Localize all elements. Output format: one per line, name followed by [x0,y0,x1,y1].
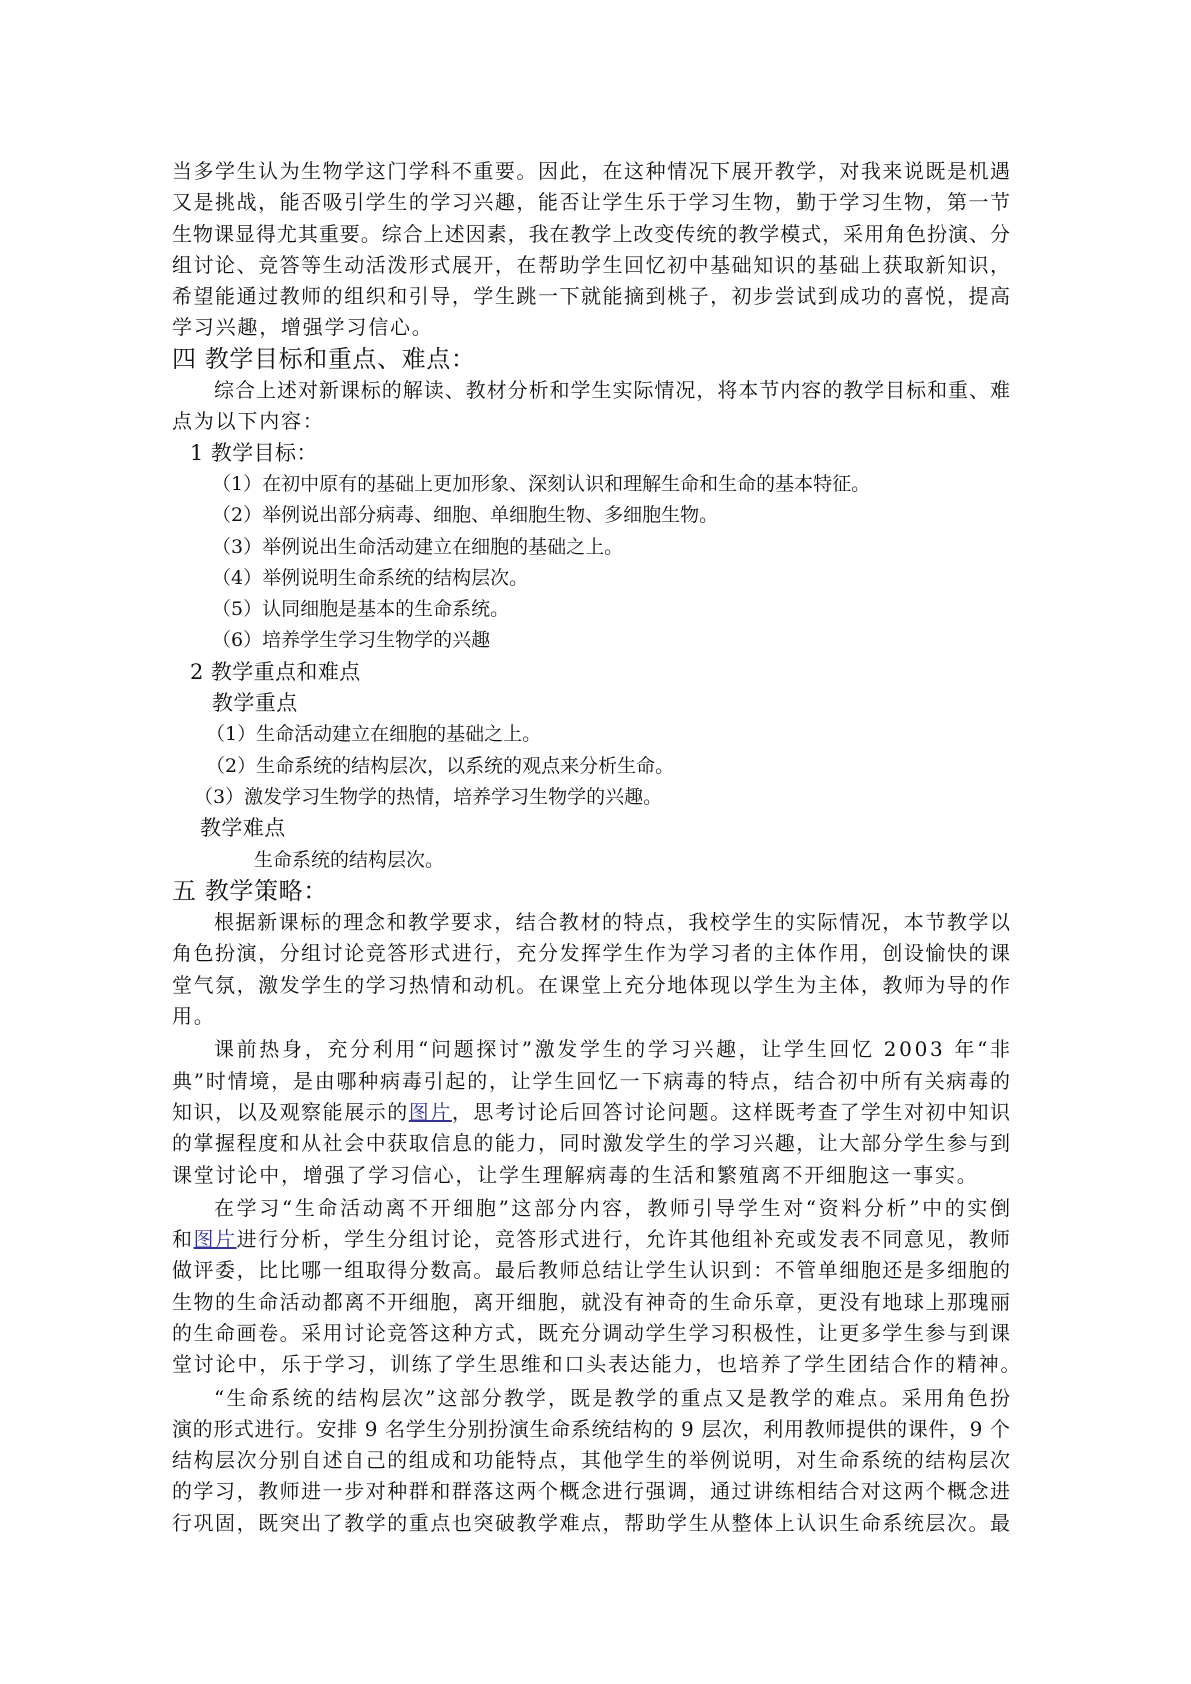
key-difficult-title: 2 教学重点和难点 [190,659,361,684]
objectives-title: 1 教学目标： [190,440,318,465]
key-point-item: （2）生命系统的结构层次，以系统的观点来分析生命。 [206,754,675,777]
body-text-line: 点为以下内容： [172,409,325,434]
objective-item: （1）在初中原有的基础上更加形象、深刻认识和理解生命和生命的基本特征。 [212,472,871,495]
body-text-line: 演的形式进行。安排 9 名学生分别扮演生命系统结构的 9 层次，利用教师提供的课件，9 个 [172,1416,1011,1441]
text-segment: 知识，以及观察能展示的 [172,1099,409,1124]
document-page [172,156,1023,1539]
difficult-points-title: 教学难点 [200,816,286,841]
body-text-line: 综合上述对新课标的解读、教材分析和学生实际情况，将本节内容的教学目标和重、难 [214,378,1011,403]
key-points-title: 教学重点 [212,691,298,716]
body-text-line: 在学习“生命活动离不开细胞”这部分内容，教师引导学生对“资料分析”中的实倒 [214,1195,1013,1220]
text-segment: 和 [172,1227,194,1252]
section-4-summary [172,375,1010,438]
objective-item: （6）培养学生学习生物学的兴趣 [212,629,491,652]
body-text-line: 组讨论、竞答等生动活泼形式展开，在帮助学生回忆初中基础知识的基础上获取新知识， [172,252,1012,277]
body-text-line: “生命系统的结构层次”这部分教学，既是教学的重点又是教学的难点。采用角色扮 [214,1385,1013,1410]
image-link[interactable]: 图片 [193,1227,237,1252]
body-text-line: 角色扮演，分组讨论竞答形式进行，充分发挥学生作为学习者的主体作用，创设愉快的课 [172,941,1012,966]
objectives-list [172,469,1010,657]
objective-item: （3）举例说出生命活动建立在细胞的基础之上。 [212,535,624,558]
body-text-line: 堂讨论中，乐于学习，训练了学生思维和口头表达能力，也培养了学生团结合作的精神。 [172,1352,1023,1377]
body-text-line [172,1097,1010,1128]
objective-item: （4）举例说明生命系统的结构层次。 [212,566,529,589]
body-text-line: 做评委，比比哪一组取得分数高。最后教师总结让学生认识到：不管单细胞还是多细胞的 [172,1258,1012,1283]
body-text-line: 行巩固，既突出了教学的重点也突破教学难点，帮助学生从整体上认识生命系统层次。最 [172,1510,1012,1535]
image-link[interactable]: 图片 [408,1099,452,1124]
key-point-item: （3）激发学习生物学的热情，培养学习生物学的兴趣。 [194,785,663,808]
key-point-item: （1）生命活动建立在细胞的基础之上。 [206,723,542,746]
text-segment: ，思考讨论后回答讨论问题。这样既考查了学生对初中知识 [451,1099,1012,1124]
body-text-line: 希望能通过教师的组织和引导，学生跳一下就能摘到桃子，初步尝试到成功的喜悦，提高 [172,284,1012,309]
body-text-line: 生物课显得尤其重要。综合上述因素，我在教学上改变传统的教学模式，采用角色扮演、分 [172,221,1011,246]
body-text-line: 学习兴趣，增强学习信心。 [172,315,434,340]
body-text-line: 又是挑战，能否吸引学生的学习兴趣，能否让学生乐于学习生物，勤于学习生物，第一节 [172,190,1012,215]
text-segment: 进行分析，学生分组讨论，竞答形式进行，允许其他组补充或发表不同意见，教师 [236,1227,1012,1252]
strategy-paragraph [172,907,1010,1032]
objective-item: （2）举例说出部分病毒、细胞、单细胞生物、多细胞生物。 [212,504,719,527]
strategy-paragraph [172,1383,1013,1539]
body-text-line [172,1224,1010,1255]
key-points-list [172,719,1010,813]
body-text-line: 典”时情境，是由哪种病毒引起的，让学生回忆一下病毒的特点，结合初中所有关病毒的 [172,1068,1012,1093]
body-text-line: 的掌握程度和从社会中获取信息的能力，同时激发学生的学习兴趣，让大部分学生参与到 [172,1131,1012,1156]
strategy-paragraph [172,1193,1023,1381]
body-text-line: 的学习，教师进一步对种群和群落这两个概念进行强调，通过讲练相结合对这两个概念进 [172,1479,1012,1504]
body-text-line: 根据新课标的理念和教学要求，结合教材的特点，我校学生的实际情况，本节教学以 [214,910,1012,935]
section-5-heading: 五 教学策略： [172,876,328,905]
body-text-line: 当多学生认为生物学这门学科不重要。因此，在这种情况下展开教学，对我来说既是机遇 [172,159,1012,183]
body-text-line: 的生命画卷。采用讨论竞答这种方式，既充分调动学生学习积极性，让更多学生参与到课 [172,1320,1012,1345]
body-text-line: 课前热身，充分利用“问题探讨”激发学生的学习兴趣，让学生回忆 2003 年“非 [214,1037,1013,1062]
body-text-line: 用。 [172,1004,216,1029]
objective-item: （5）认同细胞是基本的生命系统。 [212,598,510,621]
strategy-paragraph [172,1034,1013,1190]
difficult-point-item: 生命系统的结构层次。 [254,848,445,871]
body-text-line: 堂气氛，激发学生的学习热情和动机。在课堂上充分地体现以学生为主体，教师为导的作 [172,972,1012,997]
intro-paragraph [172,156,1010,344]
body-text-line: 结构层次分别自述自己的组成和功能特点，其他学生的举例说明，对生命系统的结构层次 [172,1448,1012,1473]
section-4-heading: 四 教学目标和重点、难点： [172,344,476,373]
body-text-line: 生物的生命活动都离不开细胞，离开细胞，就没有神奇的生命乐章，更没有地球上那瑰丽 [172,1289,1012,1314]
body-text-line: 课堂讨论中，增强了学习信心，让学生理解病毒的生活和繁殖离不开细胞这一事实。 [172,1162,979,1187]
